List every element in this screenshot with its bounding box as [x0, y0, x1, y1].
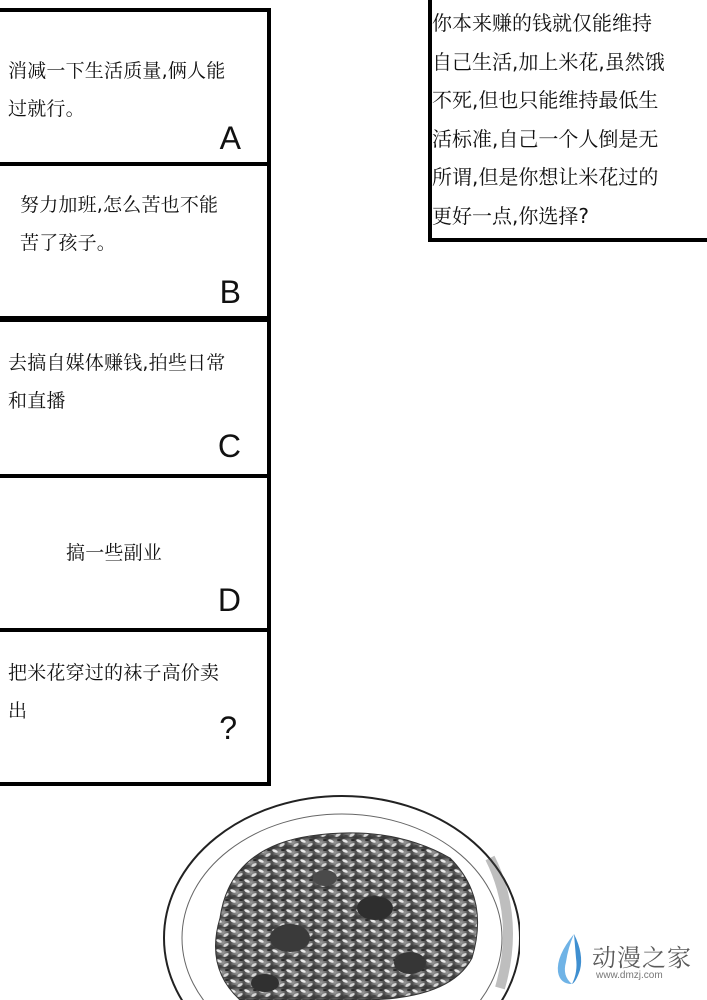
option-e-letter: ?: [219, 710, 237, 746]
question-text: 你本来赚的钱就仅能维持 自己生活,加上米花,虽然饿 不死,但也只能维持最低生 活标准,自己一个人倒是无 所谓,但是你想让米花过的 更好一点,你选择?: [432, 11, 665, 228]
watermark-name: 动漫之家: [592, 944, 692, 972]
option-e-box[interactable]: [0, 628, 271, 786]
option-c-text: 去搞自媒体赚钱,拍些日常 和直播: [8, 352, 226, 412]
site-watermark: [548, 930, 707, 990]
question-box: [428, 0, 707, 242]
option-a-text: 消减一下生活质量,俩人能 过就行。: [8, 60, 226, 120]
option-a-letter: A: [219, 120, 241, 156]
fried-rice-plate-illustration: [160, 788, 520, 1000]
watermark-url: www.dmzj.com: [596, 970, 663, 981]
option-c-letter: C: [217, 428, 241, 464]
droplet-logo-icon: [548, 932, 588, 988]
option-c-box[interactable]: [0, 318, 271, 478]
option-b-letter: B: [219, 274, 241, 310]
option-d-box[interactable]: [0, 474, 271, 632]
option-d-letter: D: [217, 582, 241, 618]
option-d-text: 搞一些副业: [66, 542, 163, 564]
option-b-box[interactable]: [0, 162, 271, 320]
option-a-box[interactable]: [0, 8, 271, 166]
option-b-text: 努力加班,怎么苦也不能 苦了孩子。: [20, 194, 219, 254]
option-e-text: 把米花穿过的袜子高价卖 出: [8, 662, 220, 722]
